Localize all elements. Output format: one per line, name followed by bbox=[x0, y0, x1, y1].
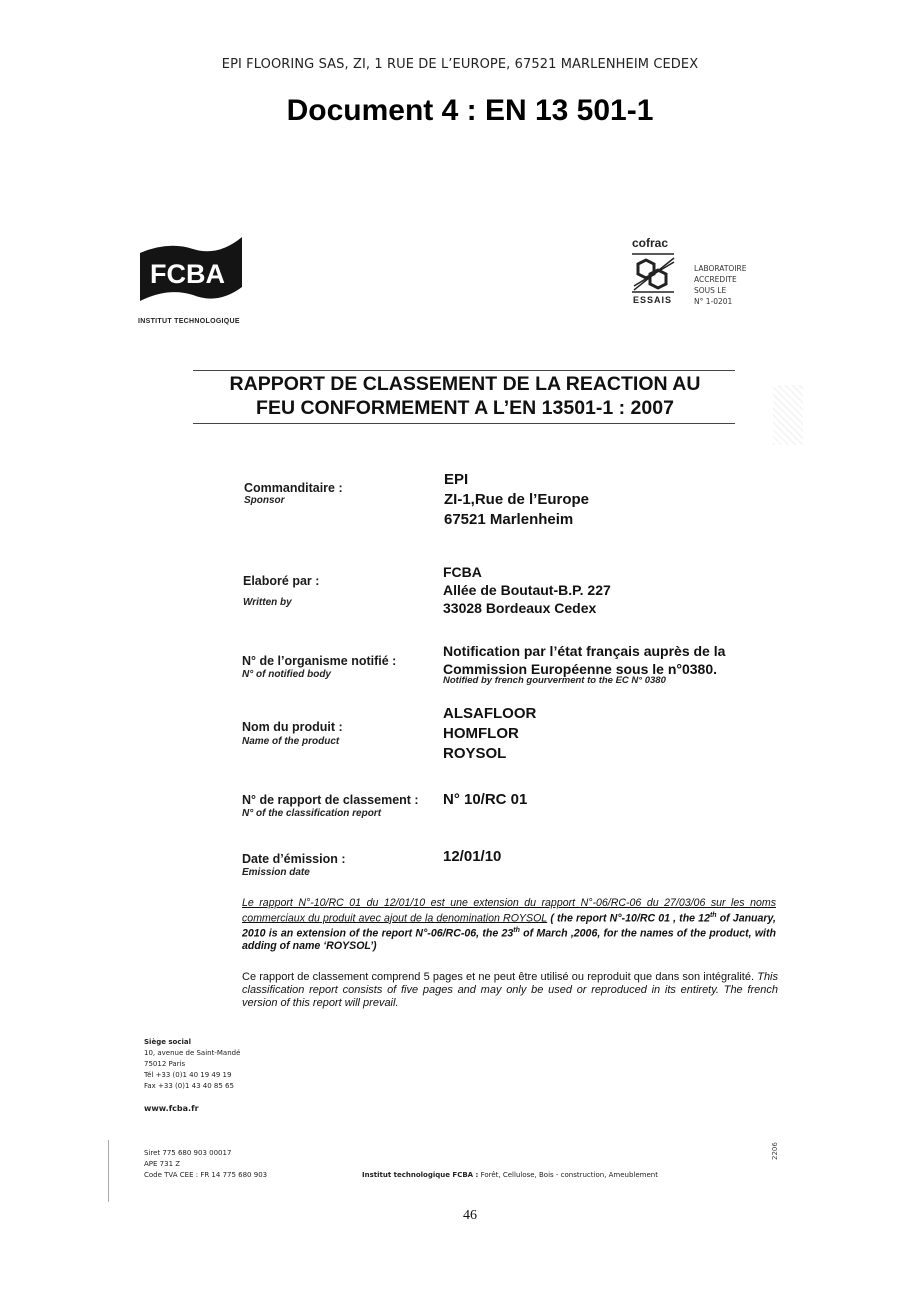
cofrac-essais: ESSAIS bbox=[633, 295, 673, 305]
validity-note-en: This classification report consists of five pages and may only be used or reproduced in its entirety. The french version of this report will prevail. bbox=[242, 971, 778, 1009]
extension-note-en-2: of January, 2010 is an extension of the report N°-06/RC-06, the 23 bbox=[242, 912, 776, 940]
institute-activities: Forêt, Cellulose, Bois - construction, Ameublement bbox=[478, 1171, 658, 1179]
emission-date-label-en: Emission date bbox=[242, 867, 310, 878]
institute-name: Institut technologique FCBA : bbox=[362, 1171, 479, 1179]
institute-line bbox=[362, 1171, 658, 1179]
report-title-line1: RAPPORT DE CLASSEMENT DE LA REACTION AU bbox=[229, 373, 701, 395]
page-number: 46 bbox=[463, 1208, 477, 1223]
sponsor-label: Commanditaire : bbox=[244, 481, 343, 495]
notified-body-line: Notification par l’état français auprès de la bbox=[443, 643, 726, 659]
validity-note-fr: Ce rapport de classement comprend 5 pages et ne peut être utilisé ou reproduit que dans son intégralité. bbox=[242, 971, 758, 983]
written-by-line: 33028 Bordeaux Cedex bbox=[443, 600, 597, 616]
emission-date-label: Date d’émission : bbox=[242, 852, 346, 866]
sponsor-label-en: Sponsor bbox=[244, 495, 285, 506]
head-office-line: Fax +33 (0)1 43 40 85 65 bbox=[144, 1082, 234, 1090]
extension-note-en-3: of March ,2006, for the names of the product, with adding of name ‘ROYSOL’) bbox=[242, 927, 776, 952]
written-by-label-en: Written by bbox=[243, 597, 292, 608]
product-names bbox=[443, 704, 536, 764]
emission-date-value: 12/01/10 bbox=[443, 848, 502, 865]
website-link[interactable]: www.fcba.fr bbox=[144, 1104, 199, 1113]
notified-body-value-en: Notified by french gourverment to the EC N° 0380 bbox=[443, 675, 666, 686]
ordinal-suffix: th bbox=[513, 926, 520, 934]
validity-note bbox=[242, 971, 778, 1010]
extension-note bbox=[242, 897, 776, 952]
cofrac-accreditation bbox=[694, 263, 747, 307]
notified-body-line: Commission Européenne sous le n°0380. bbox=[443, 661, 718, 677]
registration-line: Siret 775 680 903 00017 bbox=[144, 1149, 232, 1157]
fcba-subtitle: INSTITUT TECHNOLOGIQUE bbox=[138, 318, 240, 325]
cofrac-lab-line: SOUS LE bbox=[694, 286, 727, 295]
svg-text:FCBA: FCBA bbox=[150, 259, 225, 289]
product-name: ALSAFLOOR bbox=[443, 705, 537, 722]
scan-artifact bbox=[773, 385, 803, 445]
sponsor-line: ZI-1,Rue de l’Europe bbox=[444, 491, 590, 508]
fcba-logo-icon bbox=[138, 235, 244, 307]
extension-note-en-1: ( the report N°-10/RC 01 , the 12 bbox=[547, 912, 710, 925]
written-by-line: Allée de Boutaut-B.P. 227 bbox=[443, 582, 611, 598]
written-by-label: Elaboré par : bbox=[243, 574, 320, 588]
cofrac-lab-line: N° 1-0201 bbox=[694, 297, 733, 306]
product-name: ROYSOL bbox=[443, 745, 507, 762]
report-number-value: N° 10/RC 01 bbox=[443, 791, 528, 808]
cofrac-lab-line: LABORATOIRE bbox=[694, 264, 747, 273]
head-office-line: 75012 Paris bbox=[144, 1060, 186, 1068]
side-code: 2206 bbox=[771, 1142, 779, 1160]
report-number-label: N° de rapport de classement : bbox=[242, 793, 419, 807]
written-by-line: FCBA bbox=[443, 564, 482, 580]
head-office-title: Siège social bbox=[144, 1038, 192, 1046]
cofrac-hexagon-icon bbox=[630, 252, 676, 294]
notified-body-label-en: N° of notified body bbox=[242, 669, 331, 680]
report-number-label-en: N° of the classification report bbox=[242, 808, 382, 819]
cofrac-lab-line: ACCREDITE bbox=[694, 275, 737, 284]
sponsor-line: 67521 Marlenheim bbox=[444, 511, 574, 528]
ordinal-suffix: th bbox=[709, 911, 717, 919]
sponsor-line: EPI bbox=[444, 471, 469, 488]
product-label: Nom du produit : bbox=[242, 720, 343, 734]
notified-body-label: N° de l’organisme notifié : bbox=[242, 654, 397, 668]
title-rule-bottom bbox=[193, 423, 735, 424]
product-label-en: Name of the product bbox=[242, 736, 340, 747]
extension-note-fr: Le rapport N°-10/RC 01 du 12/01/10 est une extension du rapport N°-06/RC-06 du 27/03/06 sur les noms commerciaux du produit avec ajout de la denomination ROYSOL bbox=[242, 897, 776, 925]
document-title: Document 4 : EN 13 501-1 bbox=[286, 94, 654, 127]
registration-info bbox=[144, 1148, 267, 1181]
report-title bbox=[195, 372, 735, 420]
head-office bbox=[144, 1037, 240, 1092]
cofrac-wordmark: cofrac bbox=[632, 236, 669, 250]
notified-body-value bbox=[443, 642, 725, 678]
written-by-value bbox=[443, 563, 611, 617]
sponsor-value bbox=[444, 470, 589, 530]
registration-line: Code TVA CEE : FR 14 775 680 903 bbox=[144, 1171, 268, 1179]
product-name: HOMFLOR bbox=[443, 725, 519, 742]
title-rule-top bbox=[193, 370, 735, 371]
report-title-line2: FEU CONFORMEMENT A L’EN 13501-1 : 2007 bbox=[256, 397, 674, 419]
margin-line bbox=[108, 1140, 109, 1202]
head-office-line: 10, avenue de Saint-Mandé bbox=[144, 1049, 241, 1057]
company-header: EPI FLOORING SAS, ZI, 1 RUE DE L’EUROPE, 67521 MARLENHEIM CEDEX bbox=[221, 57, 699, 72]
head-office-line: Tél +33 (0)1 40 19 49 19 bbox=[144, 1071, 232, 1079]
registration-line: APE 731 Z bbox=[144, 1160, 181, 1168]
